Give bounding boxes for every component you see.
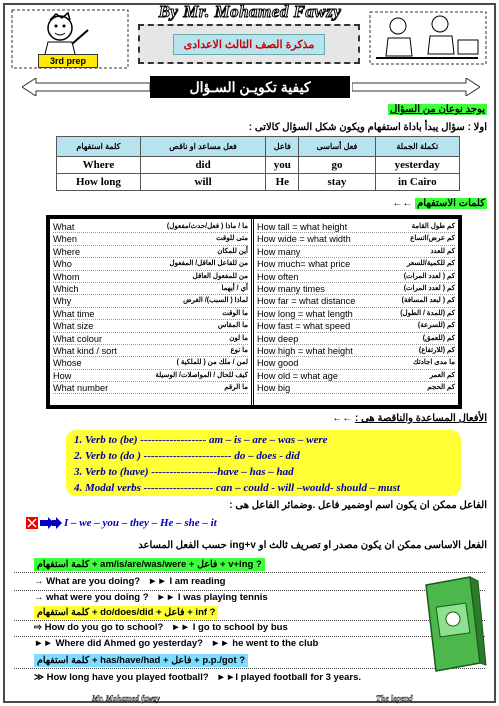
table-cell: did [140, 157, 265, 174]
question-word-ar: أي / أيهما [221, 284, 248, 292]
header-box [138, 24, 360, 64]
dotted-divider [14, 620, 485, 621]
question-word-ar: كيف للحال / المواصلات/ الوسيلة [155, 371, 248, 379]
question-word-ar: كم للعدد [430, 247, 455, 255]
question-word-row [53, 357, 248, 369]
table-cell: yesterday [375, 157, 459, 174]
question-word-ar: أين للمكان [217, 247, 248, 255]
table-cell: go [299, 157, 375, 174]
question-word-en: How far = what distance [257, 296, 356, 307]
question-word-ar: متى للوقت [216, 235, 248, 243]
question-word-row [257, 370, 455, 382]
arrow-left-icon [22, 78, 150, 96]
dotted-divider [14, 572, 485, 573]
table-header: فعل مساعد او ناقص [140, 137, 265, 157]
question-word-row [53, 233, 248, 245]
question-word-row [53, 308, 248, 320]
question-word-en: What size [53, 321, 94, 332]
table-cell: stay [299, 174, 375, 191]
question-word-ar: كم (للسرعة) [417, 322, 455, 330]
question-word-row [257, 233, 455, 245]
question-word-en: Whose [53, 358, 82, 369]
dotted-divider [14, 636, 485, 637]
subject-heading: الفاعل ممكن ان يكون اسم اوضمير فاعل .وضمائر الفاعل هى : [229, 500, 487, 511]
question-word-ar: من للفاعل العاقل/ المفعول [169, 260, 248, 268]
pattern-simple: كلمة استفهام + do/does/did + فاعل + inf ? [34, 606, 218, 619]
question-word-row [53, 333, 248, 345]
table-header: تكملة الجملة [375, 137, 459, 157]
question-word-row [53, 295, 248, 307]
question-word-ar: لمن / ملك من ( للملكية ) [176, 359, 248, 367]
section-banner: كيفية تكويـن السـؤال [150, 76, 350, 98]
question-word-ar: كم (للمدة / الطول) [400, 309, 455, 317]
question-word-row [53, 283, 248, 295]
question-word-en: Whom [53, 271, 80, 282]
table-cell: Where [57, 157, 141, 174]
first-type-line: اولا : سؤال يبدأ باداة استفهام ويكون شكل السؤال كالاتى : [248, 122, 487, 133]
question-word-ar: ما الرقم [224, 384, 248, 392]
example-sentence: → What are you doing? ►► I am reading [34, 576, 226, 587]
table-cell: He [266, 174, 299, 191]
question-word-en: Which [53, 283, 79, 294]
question-word-ar: كم للكمية/للسعر [406, 260, 455, 268]
question-word-ar: ما لون [229, 334, 248, 342]
question-word-row [257, 246, 455, 258]
question-word-row [53, 221, 248, 233]
aux-line: 2. Verb to (do ) ------------------------ do – does - did [74, 450, 300, 462]
question-word-ar: ما الوقت [222, 309, 248, 317]
question-word-en: How often [257, 271, 299, 282]
question-word-en: How good [257, 358, 299, 369]
question-word-en: How long = what length [257, 308, 353, 319]
question-word-en: How fast = what speed [257, 321, 351, 332]
dotted-divider [14, 590, 485, 591]
table-cell: you [266, 157, 299, 174]
question-word-en: How [53, 370, 72, 381]
footer-legend: The legend [376, 694, 413, 703]
question-word-row [53, 345, 248, 357]
question-word-row [257, 271, 455, 283]
question-word-ar: لماذا ( السبب)/ الغرض [183, 297, 248, 305]
question-words-right-column [254, 219, 458, 405]
question-word-row [53, 320, 248, 332]
question-word-row [53, 258, 248, 270]
students-cartoon-right [368, 10, 488, 66]
footer-author: Mr. Mohamed fawzy [92, 694, 160, 703]
question-word-row [257, 221, 455, 233]
table-cell: will [140, 174, 265, 191]
question-word-en: How tall = what height [257, 222, 348, 232]
question-word-row [53, 370, 248, 382]
question-word-ar: كم الحجم [427, 384, 455, 392]
aux-heading: الأفعال المساعدة والناقصة هى : ←← [332, 413, 487, 424]
question-word-ar: كم طول القامة [411, 223, 455, 230]
question-word-en: Where [53, 246, 81, 257]
table-header: فاعل [266, 137, 299, 157]
arrows-icon [26, 516, 62, 530]
question-word-en: How deep [257, 333, 299, 344]
book-icon [418, 575, 488, 675]
example-sentence: → what were you doing ? ►► I was playing tennis [34, 592, 268, 603]
question-word-ar: ما المقاس [217, 322, 248, 330]
question-word-en: How big [257, 383, 291, 394]
example-sentence: ⇨ How do you go to school? ►► I go to school by bus [34, 622, 288, 633]
qwords-heading: كلمات الاستفهام ←← [392, 198, 485, 209]
question-word-row [257, 357, 455, 369]
aux-verbs-box [66, 430, 461, 496]
question-word-row [257, 333, 455, 345]
question-word-en: What kind / sort [53, 345, 117, 356]
table-cell: in Cairo [375, 174, 459, 191]
question-word-ar: كم ( لبعد المسافة) [401, 297, 455, 305]
question-word-en: How many times [257, 283, 325, 294]
question-word-ar: ما نوع [230, 346, 248, 354]
question-word-ar: كم عرض/اتساع [410, 235, 455, 243]
aux-line: 1. Verb to (be) ------------------ am – is – are – was – were [74, 434, 328, 446]
question-word-en: Why [53, 296, 72, 307]
question-word-row [257, 320, 455, 332]
two-types-line: يوجد نوعان من السؤال [390, 104, 485, 115]
main-verb-heading: الفعل الاساسى ممكن ان يكون مصدر او تصريف ثالث او ing+v حسب الفعل المساعد [138, 540, 487, 551]
question-word-ar: كم ( لعدد المرات) [403, 284, 455, 292]
arrow-right-icon [352, 78, 480, 96]
question-word-ar: ما مدى اجادتك [412, 359, 455, 367]
prep-badge: 3rd prep [38, 54, 98, 68]
pattern-continuous: كلمة استفهام + am/is/are/was/were + فاعل + v+ing ? [34, 558, 265, 571]
header-title: مذكرة الصف الثالث الاعدادى [173, 34, 326, 55]
example-sentence: ►► Where did Ahmed go yesterday? ►► he went to the club [34, 638, 319, 649]
question-word-en: How much= what price [257, 259, 351, 270]
question-word-en: When [53, 234, 78, 245]
question-word-en: How old = what age [257, 370, 338, 381]
question-word-row [53, 382, 248, 394]
top-title: By Mr. Mohamed Fawzy [158, 2, 342, 21]
table-header: كلمة استفهام [57, 137, 141, 157]
question-word-row [257, 308, 455, 320]
question-word-row [53, 246, 248, 258]
dotted-divider [14, 668, 485, 669]
example-sentence: ≫ How long have you played football? ►►I played football for 3 years. [34, 672, 362, 683]
question-words-box [46, 215, 462, 409]
table-header: فعل أساسى [299, 137, 375, 157]
pattern-perfect: كلمة استفهام + has/have/had + فاعل + p.p./got ? [34, 654, 248, 667]
aux-line: 3. Verb to (have) ------------------have – has – had [74, 466, 294, 478]
question-word-ar: كم العمر [429, 371, 455, 379]
question-word-en: What colour [53, 333, 103, 344]
question-word-row [257, 345, 455, 357]
question-word-row [257, 258, 455, 270]
pronouns-list: I – we – you – they – He – she – it [64, 517, 217, 529]
question-word-ar: كم (للارتفاع) [418, 346, 455, 354]
question-word-en: Who [53, 259, 72, 270]
aux-line: 4. Modal verbs ------------------- can – could - will –would- should – must [74, 482, 400, 494]
question-structure-table [56, 136, 460, 191]
question-word-row [257, 382, 455, 394]
question-word-en: How high = what height [257, 345, 353, 356]
question-word-row [53, 271, 248, 283]
question-word-ar: كم (للعمق) [422, 334, 455, 342]
question-word-en: What number [53, 383, 109, 394]
question-word-ar: من للمفعول العاقل [192, 272, 248, 280]
question-words-left-column [50, 219, 254, 405]
question-word-en: What time [53, 308, 95, 319]
question-word-row [257, 283, 455, 295]
question-word-ar: كم ( لعدد المرات) [403, 272, 455, 280]
question-word-row [257, 295, 455, 307]
question-word-en: How wide = what width [257, 234, 351, 245]
question-word-en: What [53, 222, 75, 232]
question-word-en: How many [257, 246, 301, 257]
table-cell: How long [57, 174, 141, 191]
question-word-ar: ما / ماذا ( فعل/حدث/مفعول) [166, 223, 248, 230]
